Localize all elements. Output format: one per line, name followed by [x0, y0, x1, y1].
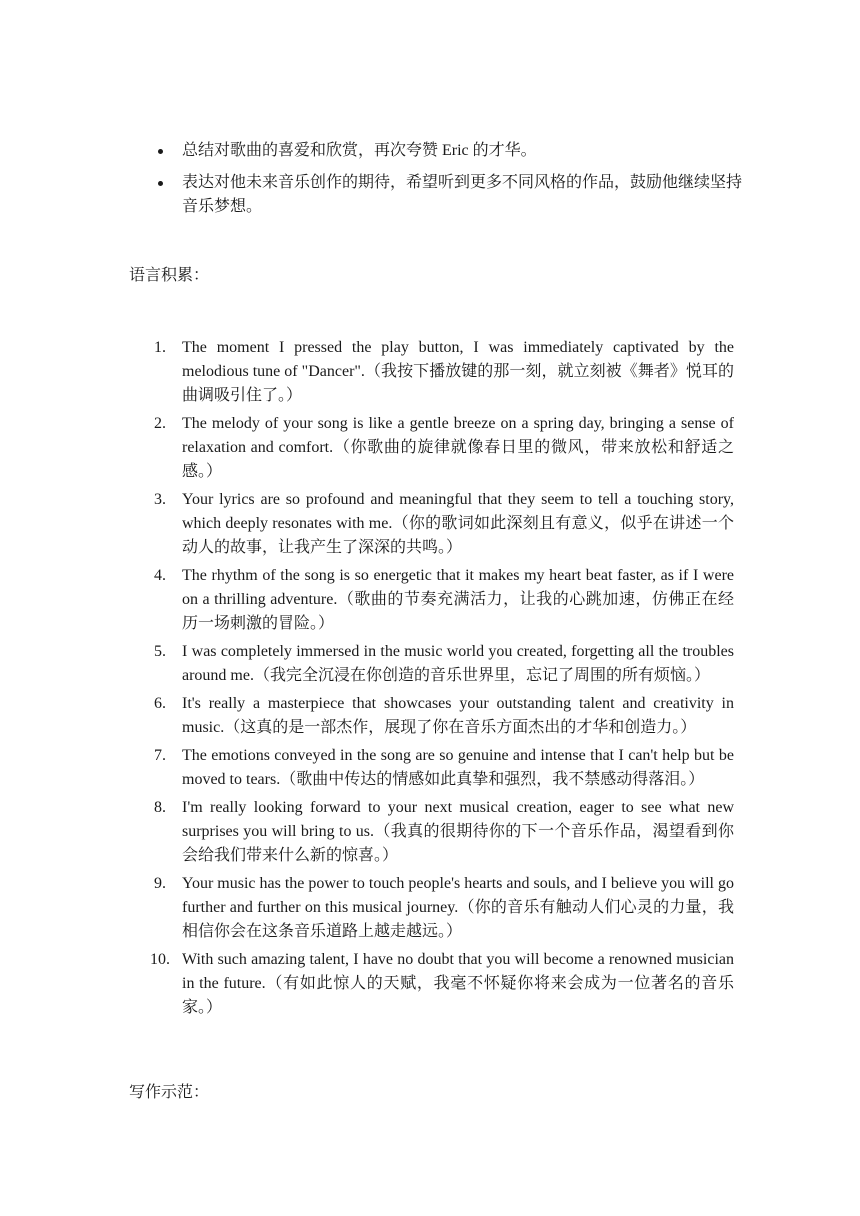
- phrase-text: I'm really looking forward to your next musical creation, eager to see what new surprises you will bring to us.（我真的很期待你的下一个音乐作品，渴望看到你会给我们带来什么新的惊喜。）: [182, 799, 734, 864]
- phrase-item: [154, 744, 734, 792]
- section-heading-language: 语言积累：: [129, 267, 210, 284]
- phrase-text: Your lyrics are so profound and meaningful that they seem to tell a touching story, which deeply resonates with me.（你的歌词如此深刻且有意义，似乎在讲述一个动人的故事，让我产生了深深的共鸣。）: [182, 491, 734, 556]
- bullet-text: 表达对他未来音乐创作的期待，希望听到更多不同风格的作品，鼓励他继续坚持音乐梦想。: [182, 174, 743, 215]
- phrase-text: The emotions conveyed in the song are so genuine and intense that I can't help but be moved to tears.（歌曲中传达的情感如此真挚和强烈，我不禁感动得落泪。）: [182, 747, 734, 788]
- phrase-number: 1.: [154, 339, 166, 356]
- phrase-text: The melody of your song is like a gentle breeze on a spring day, bringing a sense of relaxation and comfort.（你歌曲的旋律就像春日里的微风，带来放松和舒适之感。）: [182, 415, 734, 480]
- phrase-item: [154, 872, 734, 944]
- phrase-item: [150, 948, 734, 1020]
- phrase-text: The moment I pressed the play button, I was immediately captivated by the melodious tune of "Dancer".（我按下播放键的那一刻，就立刻被《舞者》悦耳的曲调吸引住了。）: [182, 339, 734, 404]
- phrase-number: 6.: [154, 695, 166, 712]
- phrase-text: It's really a masterpiece that showcases your outstanding talent and creativity in music.（这真的是一部杰作，展现了你在音乐方面杰出的才华和创造力。）: [182, 695, 734, 736]
- phrase-number: 7.: [154, 747, 166, 764]
- summary-bullet-list: [154, 139, 744, 227]
- phrase-text: The rhythm of the song is so energetic that it makes my heart beat faster, as if I were on a thrilling adventure.（歌曲的节奏充满活力，让我的心跳加速，仿佛正在经历一场刺激的冒险。）: [182, 567, 734, 632]
- phrase-number: 10.: [150, 951, 170, 968]
- phrase-number: 2.: [154, 415, 166, 432]
- phrase-number: 3.: [154, 491, 166, 508]
- bullet-item: [154, 139, 744, 163]
- phrase-text: With such amazing talent, I have no doubt that you will become a renowned musician in the future.（有如此惊人的天赋，我毫不怀疑你将来会成为一位著名的音乐家。）: [182, 951, 734, 1016]
- phrase-item: [154, 640, 734, 688]
- phrase-list: [150, 336, 734, 1024]
- phrase-item: [154, 692, 734, 740]
- bullet-item: [154, 171, 744, 219]
- bullet-text: 总结对歌曲的喜爱和欣赏，再次夸赞 Eric 的才华。: [182, 142, 537, 159]
- phrase-item: [154, 412, 734, 484]
- phrase-item: [154, 564, 734, 636]
- phrase-text: I was completely immersed in the music world you created, forgetting all the troubles around me.（我完全沉浸在你创造的音乐世界里，忘记了周围的所有烦恼。）: [182, 643, 734, 684]
- section-heading-writing: 写作示范：: [129, 1084, 210, 1101]
- phrase-number: 9.: [154, 875, 166, 892]
- bullet-dot: [158, 149, 163, 154]
- phrase-item: [154, 796, 734, 868]
- phrase-item: [154, 336, 734, 408]
- phrase-number: 4.: [154, 567, 166, 584]
- phrase-number: 5.: [154, 643, 166, 660]
- bullet-dot: [158, 181, 163, 186]
- phrase-item: [154, 488, 734, 560]
- phrase-number: 8.: [154, 799, 166, 816]
- phrase-text: Your music has the power to touch people's hearts and souls, and I believe you will go further and further on this musical journey.（你的音乐有触动人们心灵的力量，我相信你会在这条音乐道路上越走越远。）: [182, 875, 734, 940]
